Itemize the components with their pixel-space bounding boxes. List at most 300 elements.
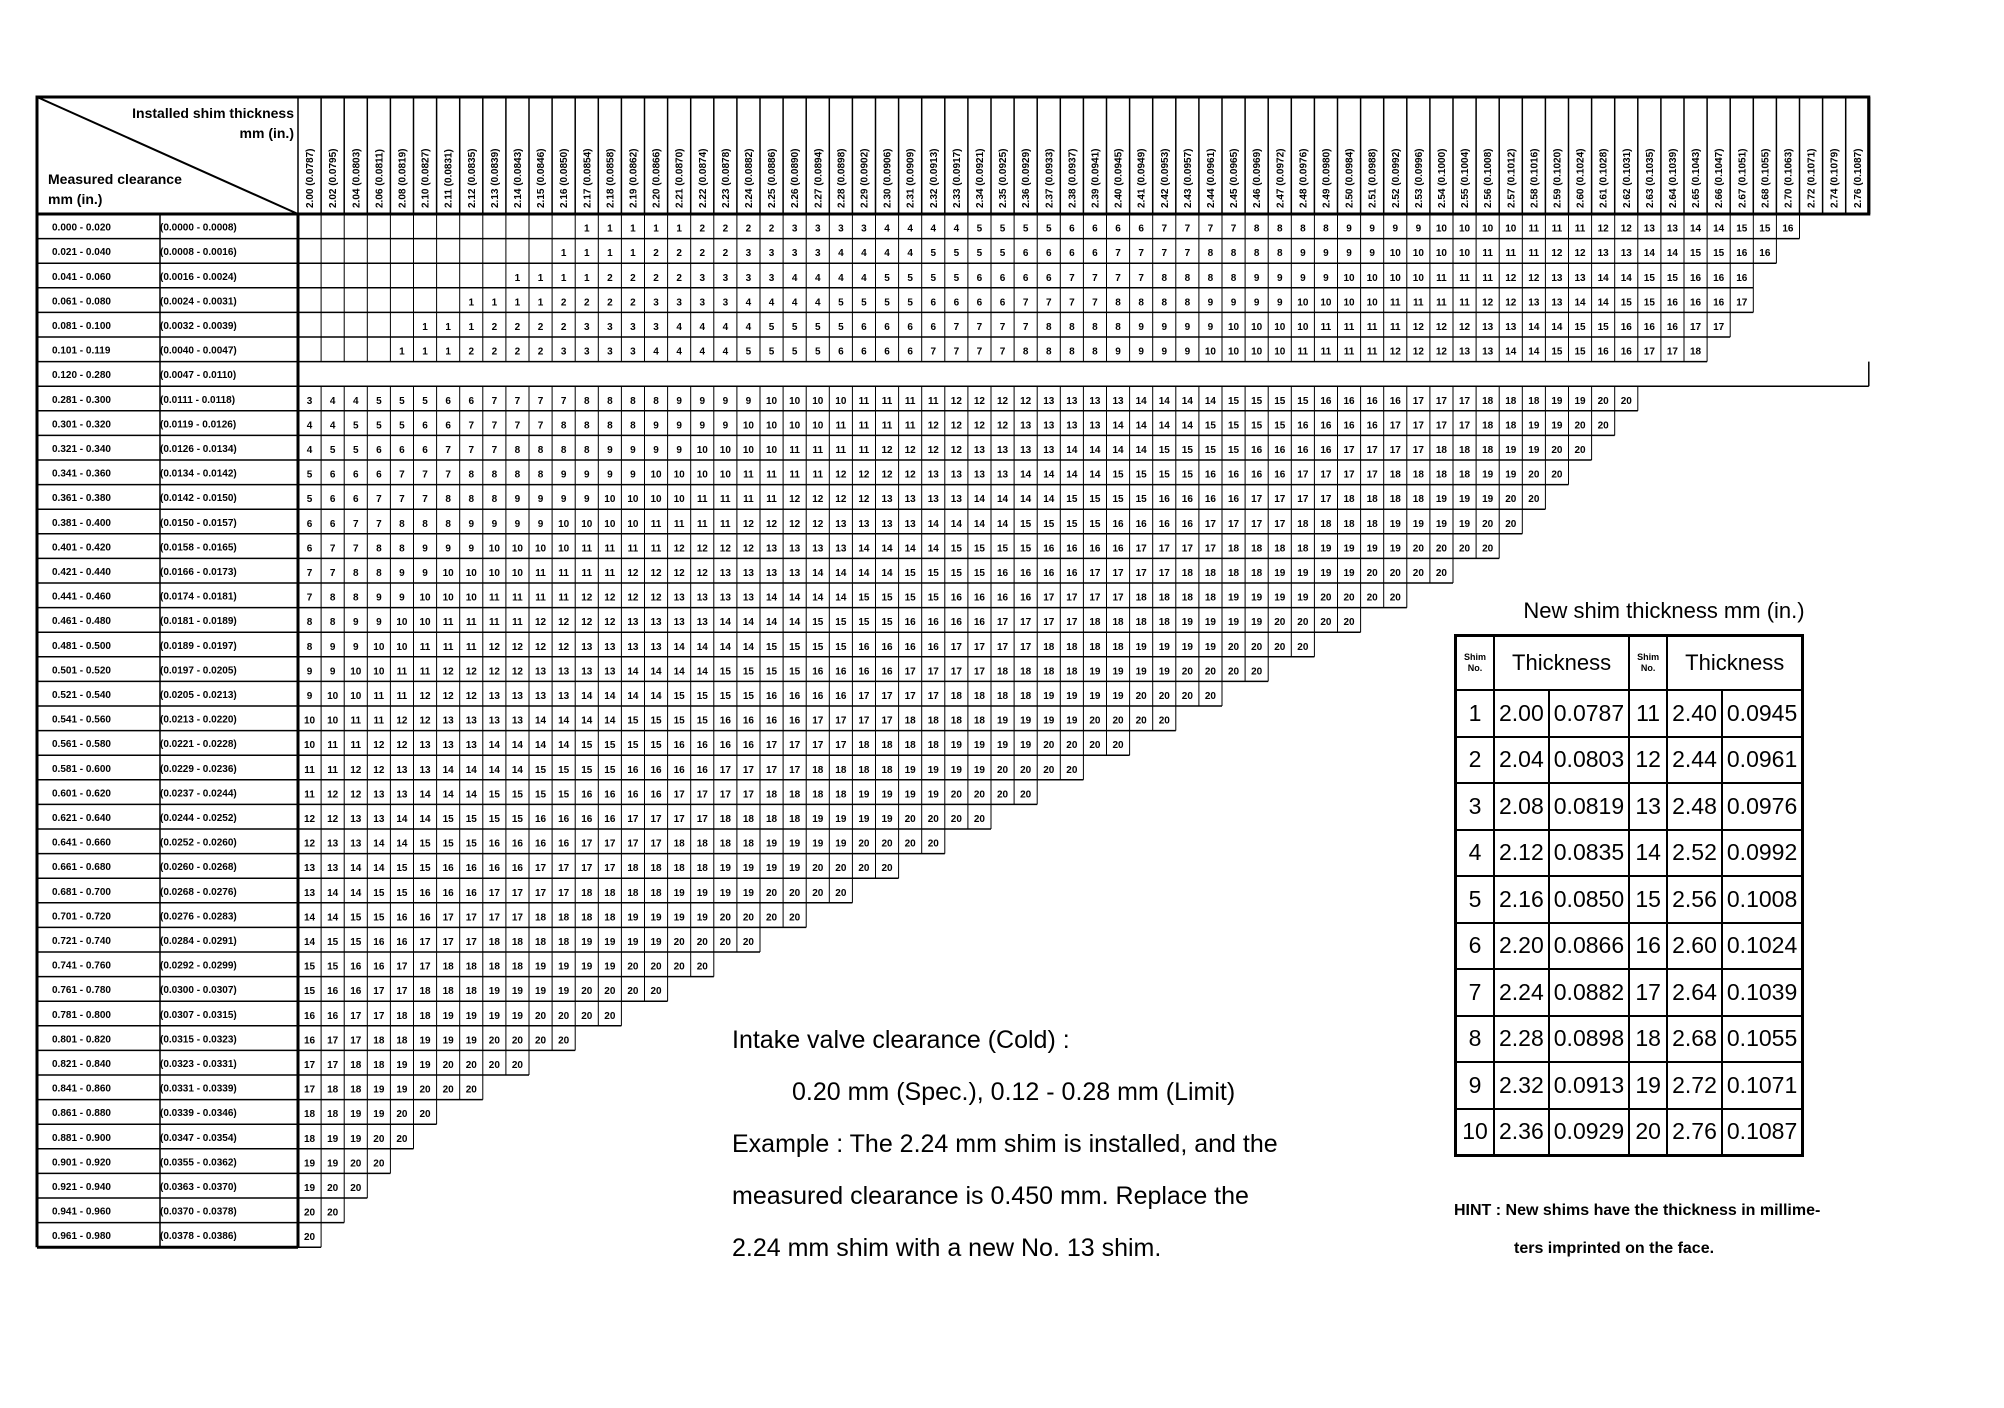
shim-cell: 20 xyxy=(1066,764,1078,776)
shim-cell: 1 xyxy=(583,272,590,284)
row-label-in: (0.0032 - 0.0039) xyxy=(160,321,237,332)
shim-cell: 3 xyxy=(768,272,775,284)
shim-cell: 12 xyxy=(789,494,801,506)
column-header: 2.55 (0.1004) xyxy=(1460,148,1472,208)
shim-cell: 11 xyxy=(304,789,315,801)
shim-cell: 3 xyxy=(676,297,682,309)
shim-cell: 18 xyxy=(558,937,570,948)
shim-cell: 20 xyxy=(996,789,1009,801)
shim-cell: 8 xyxy=(1092,346,1098,358)
shim-cell: 18 xyxy=(1343,518,1355,530)
shim-cell: 12 xyxy=(1620,223,1632,235)
shim-cell: 13 xyxy=(927,469,939,481)
shim-cell: 19 xyxy=(419,1060,431,1071)
shim-cell: 17 xyxy=(1251,494,1263,506)
row-label-in: (0.0331 - 0.0339) xyxy=(160,1083,237,1095)
shim-cell: 19 xyxy=(1343,568,1355,579)
shim-cell: 15 xyxy=(812,617,824,629)
shim-cell: 16 xyxy=(627,789,639,801)
shim-cell: 12 xyxy=(835,469,847,481)
shim-cell: 19 xyxy=(1135,666,1147,678)
shim-cell: 20 xyxy=(303,1207,316,1219)
shim-cell: 10 xyxy=(350,666,362,678)
shim-cell: 7 xyxy=(1184,248,1191,260)
shim-cell: 15 xyxy=(350,912,362,924)
shim-cell: 11 xyxy=(489,592,500,604)
shim-cell: 13 xyxy=(1066,420,1078,432)
shim-cell: 9 xyxy=(722,395,729,407)
shim-cell: 19 xyxy=(858,814,870,825)
shim-cell: 15 xyxy=(396,863,408,875)
shim-cell: 17 xyxy=(419,961,431,973)
shim-cell: 12 xyxy=(1574,248,1586,260)
shim-cell: 16 xyxy=(558,814,570,825)
shim-cell: 4 xyxy=(699,346,706,358)
shim-cell: 17 xyxy=(996,617,1009,629)
shim-cell: 12 xyxy=(742,518,755,530)
legend-thickness-mm: 2.64 xyxy=(1667,969,1722,1016)
shim-cell: 17 xyxy=(696,814,708,825)
shim-cell: 19 xyxy=(558,961,570,973)
shim-cell: 13 xyxy=(1574,272,1586,284)
shim-cell: 11 xyxy=(558,568,569,579)
shim-cell: 7 xyxy=(1022,297,1029,309)
shim-cell: 18 xyxy=(1158,617,1170,629)
shim-cell: 16 xyxy=(950,592,962,604)
shim-cell: 14 xyxy=(973,518,986,530)
shim-cell: 7 xyxy=(930,346,937,358)
shim-cell: 6 xyxy=(422,420,428,432)
shim-cell: 14 xyxy=(904,543,916,555)
shim-cell: 19 xyxy=(303,1158,316,1170)
shim-cell: 17 xyxy=(1366,445,1378,456)
shim-cell: 12 xyxy=(373,740,385,752)
shim-cell: 12 xyxy=(534,641,547,653)
shim-cell: 7 xyxy=(1092,297,1098,309)
shim-cell: 9 xyxy=(1415,223,1422,235)
shim-cell: 19 xyxy=(1158,641,1170,653)
row-label-in: (0.0008 - 0.0016) xyxy=(160,247,237,259)
shim-cell: 17 xyxy=(534,863,547,875)
shim-cell: 12 xyxy=(812,494,824,506)
shim-cell: 5 xyxy=(791,322,798,333)
shim-cell: 14 xyxy=(996,494,1009,506)
shim-cell: 2 xyxy=(491,322,498,333)
shim-cell: 20 xyxy=(1181,691,1193,702)
shim-cell: 9 xyxy=(560,469,567,481)
shim-cell: 14 xyxy=(927,543,939,555)
shim-cell: 11 xyxy=(720,494,731,506)
shim-cell: 20 xyxy=(1320,617,1332,629)
shim-cell: 14 xyxy=(742,617,755,629)
shim-cell: 14 xyxy=(1020,494,1032,506)
shim-cell: 9 xyxy=(1253,297,1260,309)
shim-cell: 4 xyxy=(676,322,682,333)
shim-cell: 18 xyxy=(835,764,847,776)
shim-cell: 16 xyxy=(442,887,454,899)
shim-cell: 13 xyxy=(303,863,316,875)
shim-cell: 18 xyxy=(1181,568,1193,579)
shim-cell: 16 xyxy=(1736,248,1748,260)
shim-cell: 18 xyxy=(604,887,616,899)
shim-cell: 17 xyxy=(1274,518,1286,530)
row-label-in: (0.0307 - 0.0315) xyxy=(160,1009,237,1021)
shim-cell: 8 xyxy=(1115,322,1121,333)
shim-cell: 11 xyxy=(350,715,362,727)
shim-cell: 10 xyxy=(696,469,708,481)
row-label-in: (0.0126 - 0.0134) xyxy=(160,444,237,455)
shim-cell: 17 xyxy=(465,912,477,924)
shim-cell: 13 xyxy=(789,568,801,579)
shim-cell: 12 xyxy=(627,568,639,579)
shim-cell: 8 xyxy=(399,543,405,555)
shim-cell: 18 xyxy=(581,887,593,899)
shim-cell: 10 xyxy=(1274,346,1286,358)
shim-cell: 9 xyxy=(352,617,359,629)
shim-cell: 19 xyxy=(835,814,847,825)
legend-shim-no: 5 xyxy=(1456,876,1495,923)
shim-cell: 10 xyxy=(396,617,408,629)
shim-cell: 19 xyxy=(927,789,939,801)
shim-cell: 15 xyxy=(765,641,778,653)
shim-cell: 16 xyxy=(650,764,662,776)
shim-cell: 13 xyxy=(996,469,1009,481)
shim-cell: 14 xyxy=(511,740,524,752)
shim-cell: 12 xyxy=(350,764,362,776)
shim-cell: 16 xyxy=(1689,297,1702,309)
shim-cell: 13 xyxy=(327,838,339,850)
shim-cell: 18 xyxy=(742,814,755,825)
shim-cell: 17 xyxy=(558,887,570,899)
shim-cell: 14 xyxy=(534,715,547,727)
column-header: 2.48 (0.0976) xyxy=(1298,148,1310,208)
shim-cell: 17 xyxy=(1320,494,1332,506)
shim-cell: 16 xyxy=(1227,494,1240,506)
shim-cell: 20 xyxy=(1505,494,1517,506)
shim-cell: 5 xyxy=(376,420,382,432)
shim-cell: 20 xyxy=(1089,740,1101,752)
shim-cell: 12 xyxy=(604,617,616,629)
shim-cell: 20 xyxy=(1528,469,1540,481)
shim-cell: 12 xyxy=(1505,297,1517,309)
shim-cell: 14 xyxy=(1505,346,1517,358)
legend-thickness-in: 0.0850 xyxy=(1549,876,1629,923)
shim-cell: 14 xyxy=(327,887,339,899)
shim-cell: 19 xyxy=(996,715,1009,727)
shim-cell: 15 xyxy=(1066,494,1078,506)
shim-cell: 17 xyxy=(511,887,524,899)
legend-thickness-in: 0.1024 xyxy=(1722,923,1803,970)
shim-cell: 16 xyxy=(488,838,500,850)
shim-cell: 8 xyxy=(1069,322,1075,333)
shim-cell: 14 xyxy=(1112,445,1124,456)
shim-cell: 16 xyxy=(1689,272,1702,284)
row-label-in: (0.0339 - 0.0346) xyxy=(160,1108,237,1120)
shim-cell: 16 xyxy=(488,863,500,875)
shim-cell: 10 xyxy=(650,494,662,506)
shim-cell: 14 xyxy=(1528,346,1540,358)
shim-cell: 14 xyxy=(1597,272,1609,284)
shim-cell: 13 xyxy=(1643,223,1655,235)
shim-cell: 16 xyxy=(835,666,847,678)
shim-cell: 13 xyxy=(534,666,547,678)
shim-cell: 19 xyxy=(1227,617,1240,629)
shim-cell: 16 xyxy=(742,740,755,752)
row-label-in: (0.0016 - 0.0024) xyxy=(160,271,237,283)
shim-cell: 20 xyxy=(350,1158,362,1170)
shim-cell: 1 xyxy=(422,346,428,358)
shim-cell: 13 xyxy=(996,445,1009,456)
shim-cell: 4 xyxy=(838,248,844,260)
column-header: 2.59 (0.1020) xyxy=(1552,148,1564,208)
row-label-mm: 0.501 - 0.520 xyxy=(52,665,111,677)
shim-cell: 16 xyxy=(696,764,708,776)
row-label-mm: 0.120 - 0.280 xyxy=(52,370,111,382)
shim-cell: 8 xyxy=(560,445,567,456)
shim-cell: 15 xyxy=(950,543,962,555)
shim-cell: 9 xyxy=(329,666,336,678)
row-label-in: (0.0158 - 0.0165) xyxy=(160,542,237,554)
shim-cell: 4 xyxy=(791,272,798,284)
shim-cell: 12 xyxy=(858,494,870,506)
shim-cell: 18 xyxy=(950,715,962,727)
shim-cell: 14 xyxy=(950,518,962,530)
shim-cell: 11 xyxy=(812,445,824,456)
shim-cell: 19 xyxy=(1274,592,1286,604)
shim-cell: 18 xyxy=(858,764,870,776)
shim-cell: 6 xyxy=(1045,248,1052,260)
shim-cell: 18 xyxy=(881,740,893,752)
shim-cell: 12 xyxy=(1482,297,1494,309)
shim-cell: 17 xyxy=(1389,445,1401,456)
shim-cell: 5 xyxy=(884,297,890,309)
shim-cell: 11 xyxy=(835,445,847,456)
row-label-mm: 0.421 - 0.440 xyxy=(52,567,111,578)
shim-cell: 16 xyxy=(534,838,547,850)
shim-cell: 16 xyxy=(1043,543,1055,555)
shim-cell: 15 xyxy=(742,691,755,702)
column-header: 2.50 (0.0984) xyxy=(1344,148,1356,208)
shim-cell: 13 xyxy=(950,494,962,506)
shim-cell: 19 xyxy=(1066,715,1078,727)
shim-cell: 16 xyxy=(1227,469,1240,481)
shim-cell: 6 xyxy=(999,272,1006,284)
shim-cell: 16 xyxy=(1158,518,1170,530)
shim-cell: 19 xyxy=(696,912,708,924)
shim-cell: 13 xyxy=(696,617,708,629)
shim-cell: 1 xyxy=(537,297,544,309)
shim-cell: 13 xyxy=(904,494,916,506)
legend-shim-no: 15 xyxy=(1629,876,1667,923)
shim-cell: 9 xyxy=(699,395,706,407)
shim-cell: 16 xyxy=(1320,445,1332,456)
shim-cell: 11 xyxy=(858,420,870,432)
shim-cell: 15 xyxy=(581,740,593,752)
shim-cell: 4 xyxy=(907,223,913,235)
shim-cell: 13 xyxy=(1458,346,1471,358)
shim-cell: 19 xyxy=(650,937,662,948)
shim-cell: 13 xyxy=(581,641,593,653)
shim-cell: 19 xyxy=(742,887,755,899)
shim-cell: 6 xyxy=(306,543,313,555)
shim-cell: 20 xyxy=(488,1060,500,1071)
shim-cell: 20 xyxy=(1412,543,1424,555)
column-header: 2.33 (0.0917) xyxy=(951,148,963,208)
shim-cell: 13 xyxy=(858,518,870,530)
shim-cell: 17 xyxy=(1112,592,1124,604)
shim-cell: 12 xyxy=(881,469,893,481)
column-header: 2.21 (0.0870) xyxy=(674,148,686,208)
shim-cell: 14 xyxy=(719,641,731,653)
column-header: 2.60 (0.1024) xyxy=(1575,148,1587,208)
shim-cell: 13 xyxy=(789,543,801,555)
shim-cell: 2 xyxy=(630,272,636,284)
shim-cell: 18 xyxy=(1435,469,1448,481)
shim-cell: 4 xyxy=(745,297,752,309)
shim-cell: 14 xyxy=(1643,248,1655,260)
row-label-in: (0.0197 - 0.0205) xyxy=(160,665,237,677)
shim-cell: 20 xyxy=(1343,617,1355,629)
shim-cell: 16 xyxy=(419,887,431,899)
shim-cell: 19 xyxy=(1204,617,1217,629)
shim-cell: 18 xyxy=(303,1133,316,1145)
shim-cell: 13 xyxy=(765,543,778,555)
legend-shim-no: 14 xyxy=(1629,830,1667,877)
shim-cell: 16 xyxy=(1204,469,1217,481)
legend-thickness-mm: 2.68 xyxy=(1667,1016,1722,1063)
shim-cell: 7 xyxy=(468,445,475,456)
shim-cell: 12 xyxy=(927,445,939,456)
shim-cell: 18 xyxy=(1458,445,1471,456)
shim-cell: 18 xyxy=(1227,543,1240,555)
shim-cell: 11 xyxy=(1459,272,1470,284)
shim-cell: 8 xyxy=(1207,248,1214,260)
shim-cell: 18 xyxy=(1412,494,1424,506)
row-label-mm: 0.881 - 0.900 xyxy=(52,1132,111,1144)
shim-cell: 6 xyxy=(861,322,867,333)
row-label-in: (0.0370 - 0.0378) xyxy=(160,1206,237,1218)
shim-cell: 9 xyxy=(1138,322,1144,333)
shim-cell: 16 xyxy=(373,937,385,948)
row-label-in: (0.0244 - 0.0252) xyxy=(160,813,237,824)
shim-cell: 18 xyxy=(350,1060,362,1071)
row-label-in: (0.0150 - 0.0157) xyxy=(160,517,237,529)
shim-cell: 9 xyxy=(722,420,729,432)
shim-cell: 3 xyxy=(838,223,844,235)
shim-cell: 14 xyxy=(465,789,477,801)
shim-cell: 13 xyxy=(835,518,847,530)
shim-cell: 12 xyxy=(927,420,939,432)
row-label-mm: 0.461 - 0.480 xyxy=(52,616,111,628)
measured-clearance-label: Measured clearance xyxy=(48,171,182,187)
shim-cell: 13 xyxy=(973,445,986,456)
row-label-mm: 0.481 - 0.500 xyxy=(52,640,111,652)
shim-cell: 20 xyxy=(973,814,986,825)
shim-cell: 7 xyxy=(1115,248,1121,260)
shim-cell: 7 xyxy=(376,518,382,530)
shim-cell: 13 xyxy=(350,838,362,850)
shim-cell: 15 xyxy=(604,764,616,776)
shim-cell: 19 xyxy=(789,838,801,850)
shim-cell: 18 xyxy=(1528,395,1540,407)
shim-cell: 17 xyxy=(604,838,616,850)
shim-cell: 18 xyxy=(534,912,547,924)
shim-cell: 18 xyxy=(650,887,662,899)
row-label-mm: 0.361 - 0.380 xyxy=(52,493,111,505)
shim-cell: 4 xyxy=(953,223,960,235)
shim-cell: 6 xyxy=(329,494,336,506)
shim-cell: 20 xyxy=(904,814,916,825)
row-label-mm: 0.041 - 0.060 xyxy=(52,271,111,283)
shim-cell: 15 xyxy=(973,543,986,555)
shim-cell: 6 xyxy=(352,469,359,481)
shim-cell: 8 xyxy=(560,420,567,432)
legend-row xyxy=(1456,1109,1803,1156)
shim-cell: 13 xyxy=(1528,297,1540,309)
shim-cell: 15 xyxy=(488,789,500,801)
shim-cell: 10 xyxy=(673,469,685,481)
column-header: 2.74 (0.1079) xyxy=(1829,148,1841,208)
shim-cell: 5 xyxy=(814,346,821,358)
shim-cell: 20 xyxy=(719,912,731,924)
legend-thickness-in: 0.1087 xyxy=(1722,1109,1803,1156)
shim-cell: 17 xyxy=(1089,592,1101,604)
shim-cell: 6 xyxy=(1115,223,1121,235)
shim-cell: 16 xyxy=(1112,543,1124,555)
shim-cell: 18 xyxy=(511,937,524,948)
shim-cell: 19 xyxy=(1389,518,1401,530)
legend-thickness-mm: 2.48 xyxy=(1667,783,1722,830)
shim-cell: 18 xyxy=(442,986,454,998)
shim-cell: 16 xyxy=(303,1035,316,1047)
shim-cell: 15 xyxy=(1020,543,1032,555)
shim-cell: 16 xyxy=(604,789,616,801)
shim-cell: 16 xyxy=(1251,445,1263,456)
legend-thickness-in: 0.1071 xyxy=(1722,1062,1803,1109)
row-label-in: (0.0134 - 0.0142) xyxy=(160,468,237,480)
shim-cell: 17 xyxy=(696,789,708,801)
shim-cell: 15 xyxy=(1643,272,1655,284)
shim-cell: 16 xyxy=(1020,592,1032,604)
shim-cell: 14 xyxy=(604,715,616,727)
shim-cell: 8 xyxy=(653,395,659,407)
shim-cell: 16 xyxy=(350,986,362,998)
shim-cell: 3 xyxy=(791,248,798,260)
shim-cell: 8 xyxy=(352,568,359,579)
shim-cell: 12 xyxy=(442,666,454,678)
row-label-in: (0.0284 - 0.0291) xyxy=(160,936,237,947)
shim-cell: 14 xyxy=(650,666,662,678)
shim-cell: 19 xyxy=(1112,666,1124,678)
shim-cell: 14 xyxy=(396,814,408,825)
row-label-mm: 0.601 - 0.620 xyxy=(52,788,111,800)
shim-cell: 7 xyxy=(1022,322,1029,333)
shim-cell: 19 xyxy=(881,814,893,825)
shim-cell: 14 xyxy=(927,518,939,530)
shim-cell: 17 xyxy=(812,740,824,752)
shim-cell: 17 xyxy=(1366,469,1378,481)
shim-cell: 19 xyxy=(396,1084,408,1096)
shim-cell: 19 xyxy=(1343,543,1355,555)
shim-cell: 8 xyxy=(607,420,613,432)
shim-cell: 19 xyxy=(973,764,986,776)
column-header: 2.44 (0.0961) xyxy=(1205,148,1217,208)
shim-cell: 17 xyxy=(511,912,524,924)
legend-table xyxy=(1454,634,1804,1157)
row-label-in: (0.0268 - 0.0276) xyxy=(160,886,237,898)
shim-cell: 17 xyxy=(1181,543,1193,555)
shim-cell: 15 xyxy=(419,863,431,875)
